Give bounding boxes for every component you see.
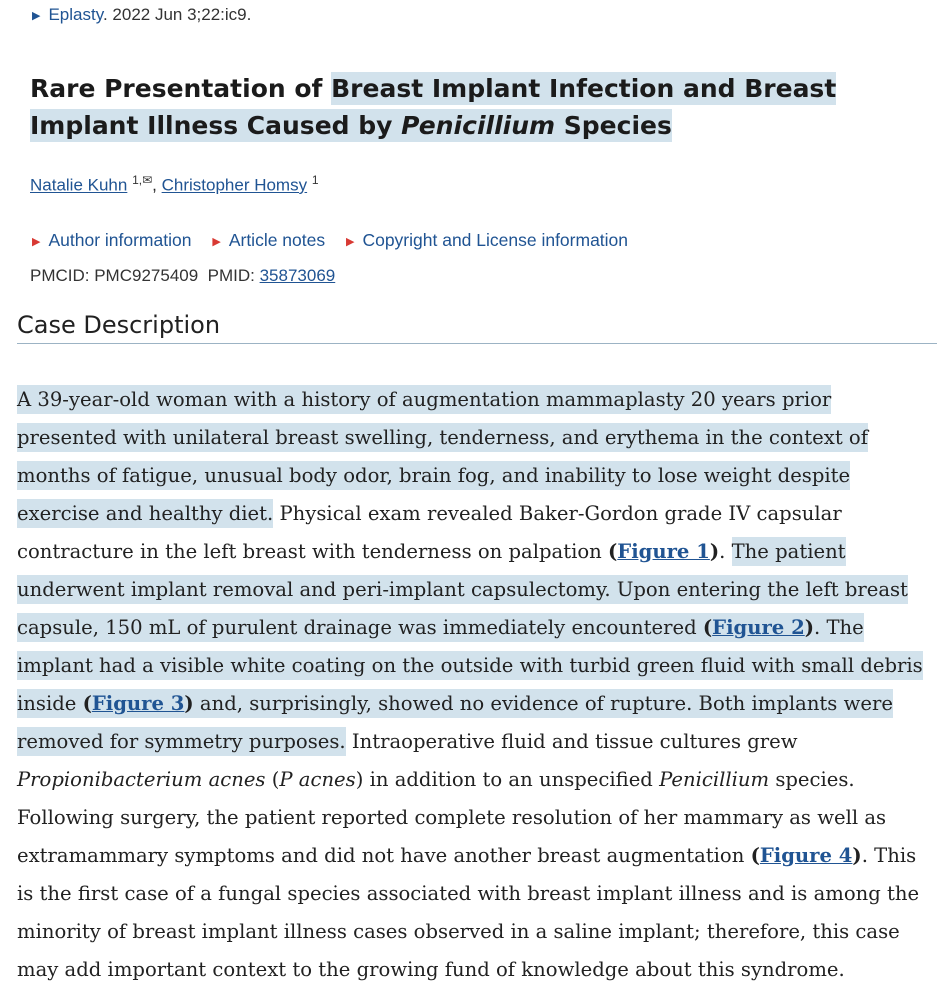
organism-name: Propionibacterium acnes (17, 768, 266, 791)
pmid-label: PMID: (207, 266, 260, 285)
triangle-right-icon: ▶ (32, 236, 41, 248)
section-heading: Case Description (17, 308, 937, 344)
citation-details: . 2022 Jun 3;22:ic9. (102, 5, 252, 24)
author-affil-homsy: 1 (311, 173, 319, 187)
copyright-license-toggle[interactable]: ▶ Copyright and License information (345, 230, 629, 250)
figure-ref-2: (Figure 2) (702, 616, 814, 639)
journal-link[interactable]: Eplasty (48, 5, 103, 24)
figure-1-link[interactable]: Figure 1 (617, 540, 710, 563)
author-link-kuhn[interactable]: Natalie Kuhn (30, 175, 128, 195)
pmid-link[interactable]: 35873069 (259, 266, 336, 285)
title-italic-genus: Penicillium (401, 111, 556, 140)
author-affil-kuhn: 1,✉ (132, 173, 153, 187)
article-notes-toggle[interactable]: ▶ Article notes (212, 230, 326, 250)
figure-ref-3: (Figure 3) (82, 692, 194, 715)
triangle-right-icon: ▶ (212, 236, 221, 248)
pmcid: PMCID: PMC9275409 (30, 266, 199, 285)
article-info-accordions (32, 228, 644, 255)
highlight-1: A 39-year-old woman with a history of augmentation mammaplasty 20 years prior presented with unilateral breast swelling, tenderness, and erythema in the context of months of fatigue, unusual body odor, brain fog, and inability to lose weight despite exercise and healthy diet. (17, 385, 868, 528)
article-title (30, 70, 942, 144)
case-description-paragraph: A 39-year-old woman with a history of augmentation mammaplasty 20 years prior presented with unilateral breast swelling, tenderness, and erythema in the context of months of fatigue, unusual body odor, brain fog, and inability to lose weight despite exercise and healthy diet. Physical exam revealed Baker-Gordon grade IV capsular contracture in the left breast with tenderness on palpation (Figure 1). The patient underwent implant removal and peri-implant capsulectomy. Upon entering the left breast capsule, 150 mL of purulent drainage was immediately encountered (Figure 2). The implant had a visible white coating on the outside with turbid green fluid with small debris inside (Figure 3) and, surprisingly, showed no evidence of rupture. Both implants were removed for symmetry purposes. Intraoperative fluid and tissue cultures grew Propionibacterium acnes (P acnes) in addition to an unspecified Penicillium species. Following surgery, the patient reported complete resolution of her mammary as well as extramammary symptoms and did not have another breast augmentation (Figure 4). This is the first case of a fungal species associated with breast implant illness and is among the minority of breast implant illness cases observed in a saline implant; therefore, this case may add important context to the growing fund of knowledge about this syndrome. (17, 381, 937, 989)
envelope-icon[interactable]: ✉ (142, 173, 153, 187)
triangle-right-icon: ▶ (32, 10, 41, 22)
organism-abbrev: P acnes (279, 768, 356, 791)
triangle-right-icon: ▶ (345, 236, 355, 248)
figure-ref-4: (Figure 4) (750, 844, 862, 867)
figure-2-link[interactable]: Figure 2 (712, 616, 805, 639)
figure-4-link[interactable]: Figure 4 (759, 844, 853, 867)
figure-ref-1: (Figure 1) (608, 540, 720, 563)
article-identifiers (30, 264, 335, 288)
author-link-homsy[interactable]: Christopher Homsy (161, 175, 308, 195)
author-list (30, 168, 319, 198)
author-information-toggle[interactable]: ▶ Author information (32, 230, 192, 250)
genus-name: Penicillium (659, 768, 770, 791)
title-part-1: Rare Presentation of (30, 74, 332, 103)
citation-line (32, 4, 251, 28)
highlight-2: The patient underwent implant removal and peri-implant capsulectomy. Upon entering the left breast capsule, 150 mL of purulent drainage was immediately encountered (Figure 2). The implant had a visible white coating on the outside with turbid green fluid with small debris inside (Figure 3) and, surprisingly, showed no evidence of rupture. Both implants were removed for symmetry purposes. (17, 537, 923, 756)
title-highlighted: Breast Implant Infection and Breast Implant Illness Caused by (30, 74, 837, 140)
author-separator: , (152, 175, 162, 195)
figure-3-link[interactable]: Figure 3 (91, 692, 185, 715)
title-part-2: Species (555, 111, 672, 140)
